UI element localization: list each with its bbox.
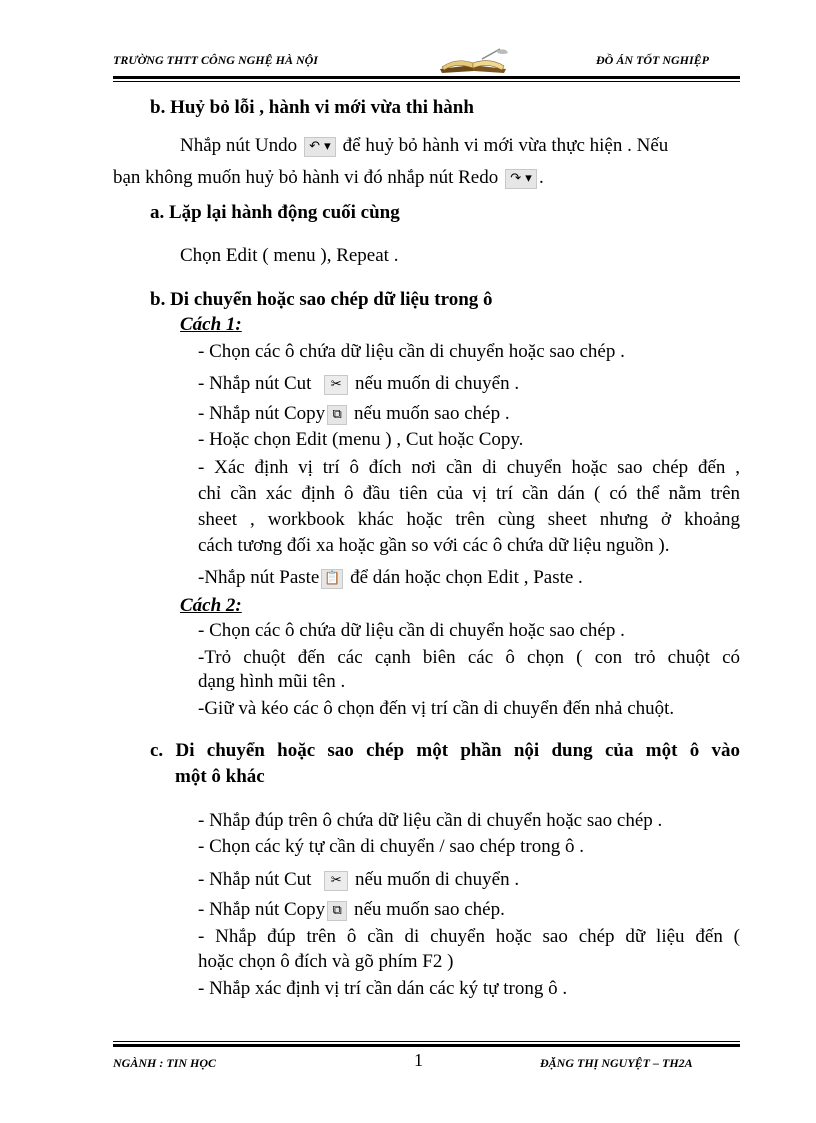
redo-icon[interactable]: ↷ ▾ [505,169,537,189]
list-item: - Nhắp nút Cut ✂ nếu muốn di chuyển . [198,373,520,394]
footer-rule-thin [113,1041,740,1042]
page-number: 1 [414,1050,423,1070]
paragraph-repeat: Chọn Edit ( menu ), Repeat . [180,245,399,266]
list-item: - Nhắp xác định vị trí cần dán các ký tự trong ô . [198,978,568,999]
list-item-continued: cách tương đối xa hoặc gần so với các ô chứa dữ liệu nguồn ). [198,535,670,556]
section-title-partial-copy-cont: một ô khác [175,766,265,787]
list-item-continued: chỉ cần xác định ô đầu tiên của vị trí cần dán ( có thể nằm trên [198,483,740,504]
list-item: - Nhắp nút Copy ⧉ nếu muốn sao chép. [198,899,505,920]
section-title-undo: b. Huỷ bỏ lỗi , hành vi mới vừa thi hành [150,97,474,118]
list-item-continued: sheet , workbook khác hoặc trên cùng sheet nhưng ở khoảng [198,509,740,530]
header-title: ĐỒ ÁN TỐT NGHIỆP [596,53,709,67]
list-item-continued: hoặc chọn ô đích và gõ phím F2 ) [198,951,454,972]
list-item: - Xác định vị trí ô đích nơi cần di chuyển hoặc sao chép đến , [198,457,740,478]
paragraph-undo-line2: bạn không muốn huỷ bỏ hành vi đó nhắp nút Redo ↷ ▾ . [113,167,544,188]
section-title-partial-copy: c. Di chuyển hoặc sao chép một phần nội dung của một ô vào [150,740,740,761]
list-item: -Giữ và kéo các ô chọn đến vị trí cần di chuyển đến nhả chuột. [198,698,675,719]
list-item: -Trỏ chuột đến các cạnh biên các ô chọn ( con trỏ chuột có [198,647,740,668]
list-item: - Nhắp đúp trên ô cần di chuyển hoặc sao chép dữ liệu đến ( [198,926,740,947]
footer-major: NGÀNH : TIN HỌC [113,1056,217,1070]
footer-author: ĐẶNG THỊ NGUYỆT – TH2A [540,1056,693,1070]
list-item: - Chọn các ký tự cần di chuyển / sao chép trong ô . [198,836,584,857]
cut-icon[interactable]: ✂ [324,375,348,395]
header-rule-thick [113,76,740,79]
header-rule-thin [113,81,740,82]
section-title-move-copy: b. Di chuyển hoặc sao chép dữ liệu trong ô [150,289,493,310]
undo-icon[interactable]: ↶ ▾ [304,137,336,157]
method-2-heading: Cách 2: [180,595,242,616]
list-item: - Chọn các ô chứa dữ liệu cần di chuyển hoặc sao chép . [198,620,625,641]
list-item: - Nhắp nút Copy ⧉ nếu muốn sao chép . [198,403,510,424]
list-item: - Hoặc chọn Edit (menu ) , Cut hoặc Copy. [198,429,524,450]
copy-icon[interactable]: ⧉ [327,405,347,425]
book-logo-icon [436,47,512,75]
copy-icon[interactable]: ⧉ [327,901,347,921]
footer-rule-thick [113,1044,740,1047]
list-item: - Chọn các ô chứa dữ liệu cần di chuyển hoặc sao chép . [198,341,625,362]
cut-icon[interactable]: ✂ [324,871,348,891]
section-title-repeat: a. Lặp lại hành động cuối cùng [150,202,400,223]
paragraph-undo-line1: Nhắp nút Undo ↶ ▾ để huỷ bỏ hành vi mới vừa thực hiện . Nếu [180,135,669,156]
list-item: - Nhắp đúp trên ô chứa dữ liệu cần di chuyển hoặc sao chép . [198,810,663,831]
list-item: -Nhắp nút Paste 📋 để dán hoặc chọn Edit , Paste . [198,567,583,588]
list-item: - Nhắp nút Cut ✂ nếu muốn di chuyển . [198,869,520,890]
paste-icon[interactable]: 📋 [321,569,343,589]
list-item-continued: dạng hình mũi tên . [198,671,346,692]
header-school: TRƯỜNG THTT CÔNG NGHỆ HÀ NỘI [113,53,318,67]
method-1-heading: Cách 1: [180,314,242,335]
